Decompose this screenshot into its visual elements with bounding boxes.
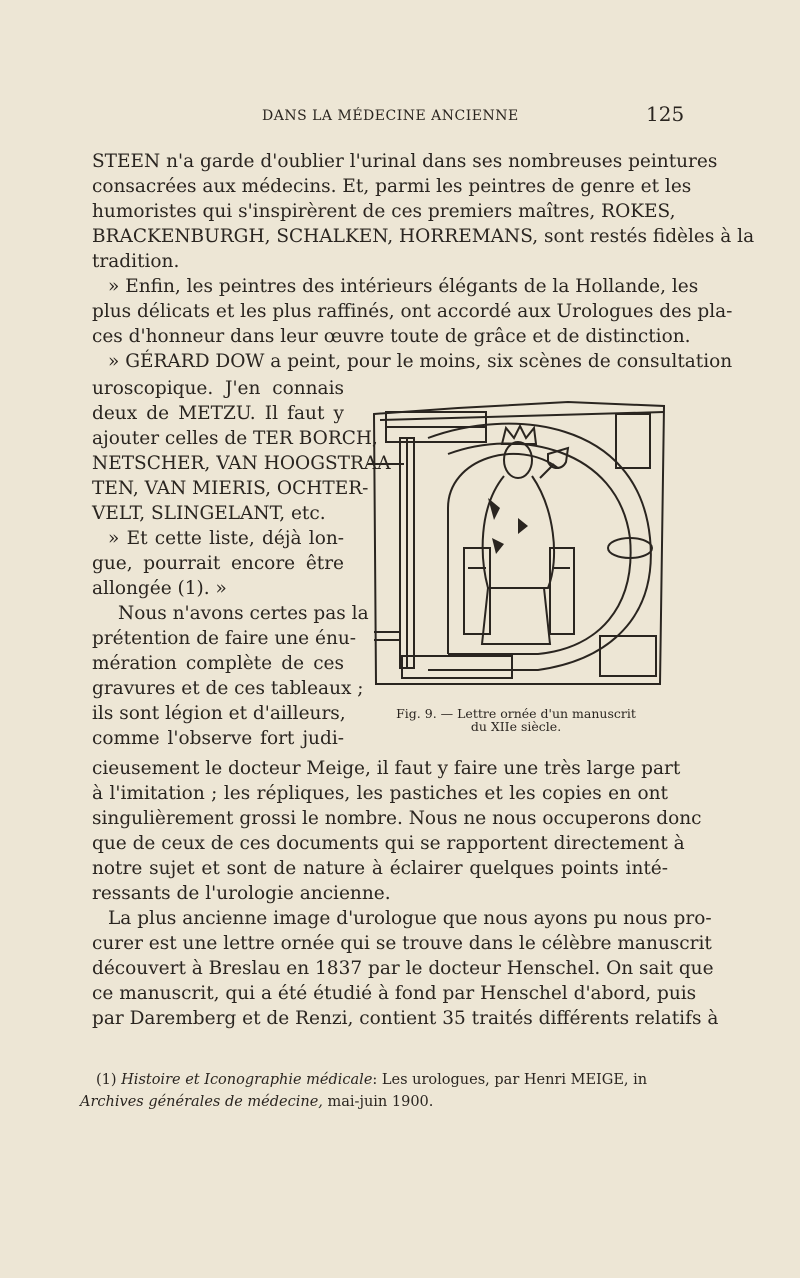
text-line: ajouter celles de TER BORCH, bbox=[92, 428, 378, 449]
footnote-text: : Les urologues, par Henri MEIGE, in bbox=[372, 1072, 648, 1088]
text-line: notre sujet et sont de nature à éclairer quelques points inté- bbox=[92, 858, 668, 879]
text-line: comme l'observe fort judi- bbox=[92, 728, 344, 749]
text-line: Nous n'avons certes pas la bbox=[118, 603, 369, 624]
footnote-date: mai-juin 1900. bbox=[322, 1094, 434, 1110]
footnote-line-1 bbox=[96, 1070, 647, 1090]
text-line: ces d'honneur dans leur œuvre toute de grâce et de distinction. bbox=[92, 326, 691, 347]
text-line: deux de METZU. Il faut y bbox=[92, 403, 344, 424]
footnote-line-2 bbox=[80, 1092, 433, 1112]
text-line: cieusement le docteur Meige, il faut y faire une très large part bbox=[92, 758, 681, 779]
text-line: gue, pourrait encore être bbox=[92, 553, 344, 574]
text-line: » Et cette liste, déjà lon- bbox=[108, 528, 344, 549]
text-line: mération complète de ces bbox=[92, 653, 344, 674]
text-line: » Enfin, les peintres des intérieurs élégants de la Hollande, les bbox=[108, 276, 699, 297]
text-line: ils sont légion et d'ailleurs, bbox=[92, 703, 346, 724]
text-line: que de ceux de ces documents qui se rapportent directement à bbox=[92, 833, 685, 854]
text-line: par Daremberg et de Renzi, contient 35 traités différents relatifs à bbox=[92, 1008, 719, 1029]
text-line: plus délicats et les plus raffinés, ont accordé aux Urologues des pla- bbox=[92, 301, 733, 322]
illuminated-letter-image bbox=[368, 398, 666, 690]
footnote-marker: (1) bbox=[96, 1072, 117, 1088]
text-line: VELT, SLINGELANT, etc. bbox=[92, 503, 326, 524]
text-line: STEEN n'a garde d'oublier l'urinal dans ses nombreuses peintures bbox=[92, 151, 718, 172]
text-line: allongée (1). » bbox=[92, 578, 227, 599]
text-line: NETSCHER, VAN HOOGSTRAA- bbox=[92, 453, 397, 474]
text-line: curer est une lettre ornée qui se trouve dans le célèbre manuscrit bbox=[92, 933, 712, 954]
page-number: 125 bbox=[646, 102, 685, 126]
illuminated-letter-figure bbox=[368, 398, 666, 690]
text-line: BRACKENBURGH, SCHALKEN, HORREMANS, sont restés fidèles à la bbox=[92, 226, 755, 247]
text-line: à l'imitation ; les répliques, les pastiches et les copies en ont bbox=[92, 783, 668, 804]
text-line: tradition. bbox=[92, 251, 180, 272]
text-line: ce manuscrit, qui a été étudié à fond par Henschel d'abord, puis bbox=[92, 983, 697, 1004]
text-line: humoristes qui s'inspirèrent de ces premiers maîtres, ROKES, bbox=[92, 201, 676, 222]
caption-line-2: du XIIe siècle. bbox=[470, 719, 562, 734]
footnote-journal: Archives générales de médecine, bbox=[80, 1094, 323, 1110]
text-line: » GÉRARD DOW a peint, pour le moins, six scènes de consultation bbox=[108, 351, 733, 372]
running-header: DANS LA MÉDECINE ANCIENNE bbox=[262, 108, 519, 124]
text-line: gravures et de ces tableaux ; bbox=[92, 678, 364, 699]
text-line: singulièrement grossi le nombre. Nous ne nous occuperons donc bbox=[92, 808, 702, 829]
text-line: consacrées aux médecins. Et, parmi les peintres de genre et les bbox=[92, 176, 692, 197]
text-line: prétention de faire une énu- bbox=[92, 628, 357, 649]
text-line: La plus ancienne image d'urologue que nous ayons pu nous pro- bbox=[108, 908, 712, 929]
text-line: TEN, VAN MIERIS, OCHTER- bbox=[92, 478, 369, 499]
text-line: uroscopique. J'en connais bbox=[92, 378, 344, 399]
caption-line-1: Fig. 9. — Lettre ornée d'un manuscrit bbox=[396, 706, 636, 721]
footnote-title: Histoire et Iconographie médicale bbox=[121, 1072, 373, 1088]
figure-caption bbox=[386, 707, 646, 733]
text-line: découvert à Breslau en 1837 par le docteur Henschel. On sait que bbox=[92, 958, 714, 979]
text-line: ressants de l'urologie ancienne. bbox=[92, 883, 391, 904]
